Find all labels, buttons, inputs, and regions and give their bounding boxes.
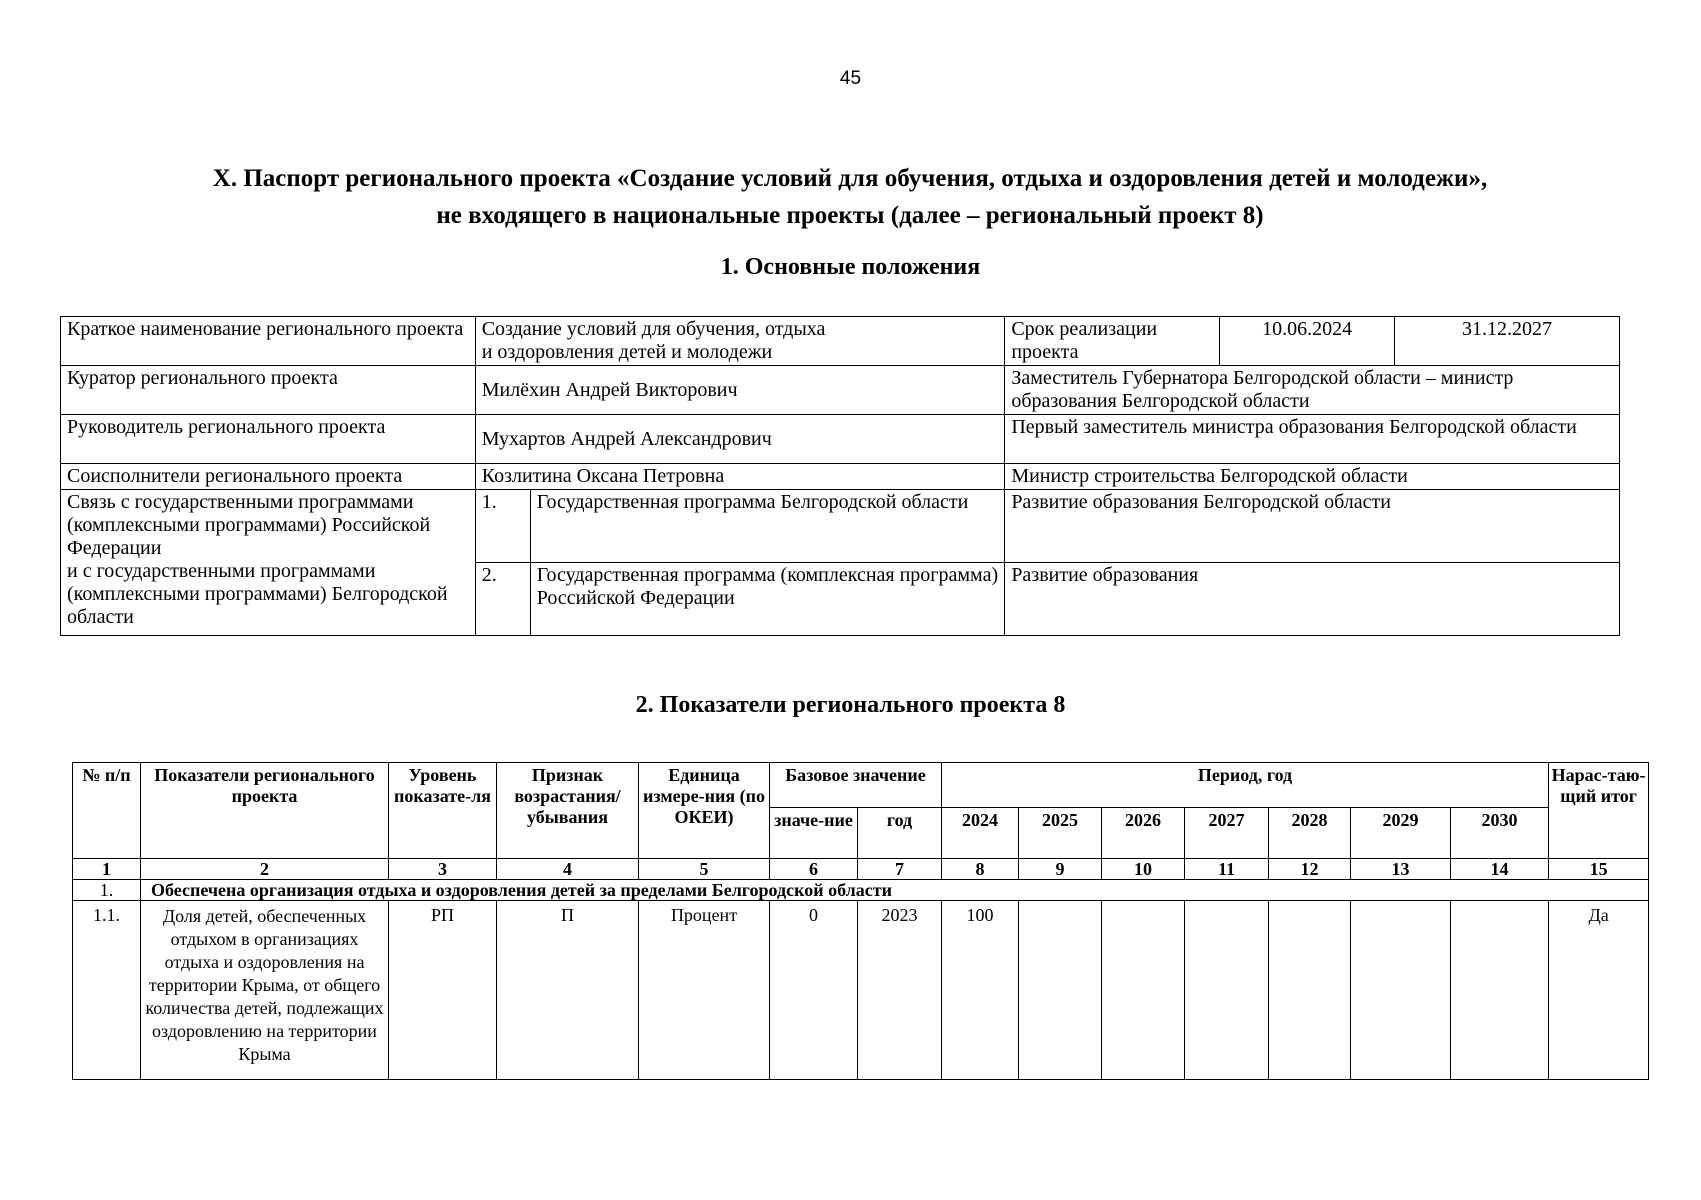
row-value-2029: [1351, 901, 1451, 1080]
head-name: Мухартов Андрей Александрович: [475, 415, 1005, 464]
header-base-year: год: [858, 808, 942, 859]
header-sign: Признак возрастания/ убывания: [497, 763, 639, 859]
term-start: 10.06.2024: [1220, 317, 1395, 366]
section-2-heading: 2. Показатели регионального проекта 8: [635, 692, 1066, 718]
program-row-1: [61, 490, 1620, 563]
curator-row: [61, 366, 1620, 415]
group-number: 1.: [73, 880, 141, 901]
coexec-label: Соисполнители регионального проекта: [61, 464, 476, 490]
header-level: Уровень показате-ля: [389, 763, 497, 859]
column-numbers-row: [73, 859, 1649, 880]
column-number: 12: [1269, 859, 1351, 880]
term-end: 31.12.2027: [1395, 317, 1620, 366]
row-base-value: 0: [770, 901, 858, 1080]
header-year-2029: 2029: [1351, 808, 1451, 859]
group-title: Обеспечена организация отдыха и оздоровления детей за пределами Белгородской области: [141, 880, 1649, 901]
row-number: 1.1.: [73, 901, 141, 1080]
short-name-value: [475, 317, 1005, 366]
curator-position: Заместитель Губернатора Белгородской области – министр образования Белгородской области: [1005, 366, 1620, 415]
row-cumulative: Да: [1549, 901, 1649, 1080]
programs-link-label: [61, 490, 476, 636]
row-base-year: 2023: [858, 901, 942, 1080]
header-year-2026: 2026: [1102, 808, 1185, 859]
column-number: 3: [389, 859, 497, 880]
column-number: 14: [1451, 859, 1549, 880]
header-cumulative: Нарас-таю-щий итог: [1549, 763, 1649, 859]
header-year-2028: 2028: [1269, 808, 1351, 859]
head-label: Руководитель регионального проекта: [61, 415, 476, 464]
header-base: Базовое значение: [770, 763, 942, 808]
title-line-2: не входящего в национальные проекты (далее – региональный проект 8): [436, 202, 1264, 229]
group-row: [73, 880, 1649, 901]
row-value-2030: [1451, 901, 1549, 1080]
program-1-name: Государственная программа Белгородской области: [530, 490, 1005, 563]
short-name-label: Краткое наименование регионального проекта: [61, 317, 476, 366]
term-label: Срок реализации проекта: [1005, 317, 1220, 366]
program-1-value: Развитие образования Белгородской области: [1005, 490, 1620, 563]
program-1-number: 1.: [475, 490, 530, 563]
header-period: Период, год: [942, 763, 1549, 808]
curator-name: Милёхин Андрей Викторович: [475, 366, 1005, 415]
column-number: 5: [639, 859, 770, 880]
short-name-value-line-2: и оздоровления детей и молодежи: [481, 341, 773, 363]
header-row-1: [73, 763, 1649, 808]
programs-link-label-part-2: и с государственными программами (комплексными программами) Белгородской области: [67, 560, 448, 628]
document-title: [60, 160, 1640, 234]
indicators-table: [72, 762, 1649, 1080]
header-unit: Единица измере-ния (по ОКЕИ): [639, 763, 770, 859]
column-number: 7: [858, 859, 942, 880]
column-number: 2: [141, 859, 389, 880]
row-value-2024: 100: [942, 901, 1019, 1080]
page-number: 45: [839, 68, 862, 89]
coexec-row: [61, 464, 1620, 490]
table-row: [73, 901, 1649, 1080]
header-base-value: значе-ние: [770, 808, 858, 859]
coexec-position: Министр строительства Белгородской области: [1005, 464, 1620, 490]
program-2-name: Государственная программа (комплексная программа) Российской Федерации: [530, 563, 1005, 636]
head-row: [61, 415, 1620, 464]
program-2-number: 2.: [475, 563, 530, 636]
header-year-2030: 2030: [1451, 808, 1549, 859]
column-number: 6: [770, 859, 858, 880]
row-unit: Процент: [639, 901, 770, 1080]
column-number: 15: [1549, 859, 1649, 880]
column-number: 13: [1351, 859, 1451, 880]
column-number: 11: [1185, 859, 1269, 880]
head-position: Первый заместитель министра образования Белгородской области: [1005, 415, 1620, 464]
column-number: 1: [73, 859, 141, 880]
row-value-2028: [1269, 901, 1351, 1080]
short-name-row: [61, 317, 1620, 366]
row-indicator: Доля детей, обеспеченных отдыхом в организациях отдыха и оздоровления на территории Крыма, от общего количества детей, подлежащих оздоровлению на территории Крыма: [141, 901, 389, 1080]
header-year-2027: 2027: [1185, 808, 1269, 859]
column-number: 8: [942, 859, 1019, 880]
title-line-1: X. Паспорт регионального проекта «Создание условий для обучения, отдыха и оздоровления детей и молодежи»,: [212, 165, 1488, 192]
row-sign: П: [497, 901, 639, 1080]
column-number: 4: [497, 859, 639, 880]
short-name-value-line-1: Создание условий для обучения, отдыха: [481, 318, 826, 340]
coexec-name: Козлитина Оксана Петровна: [475, 464, 1005, 490]
header-year-2024: 2024: [942, 808, 1019, 859]
header-num: № п/п: [73, 763, 141, 859]
header-year-2025: 2025: [1019, 808, 1102, 859]
row-level: РП: [389, 901, 497, 1080]
programs-link-label-part-1: Связь с государственными программами (комплексными программами) Российской Федерации: [67, 491, 431, 559]
section-1-heading: 1. Основные положения: [720, 254, 981, 280]
row-value-2026: [1102, 901, 1185, 1080]
main-provisions-table: [60, 316, 1620, 636]
program-2-value: Развитие образования: [1005, 563, 1620, 636]
column-number: 9: [1019, 859, 1102, 880]
column-number: 10: [1102, 859, 1185, 880]
row-value-2027: [1185, 901, 1269, 1080]
curator-label: Куратор регионального проекта: [61, 366, 476, 415]
row-value-2025: [1019, 901, 1102, 1080]
header-indicator: Показатели регионального проекта: [141, 763, 389, 859]
